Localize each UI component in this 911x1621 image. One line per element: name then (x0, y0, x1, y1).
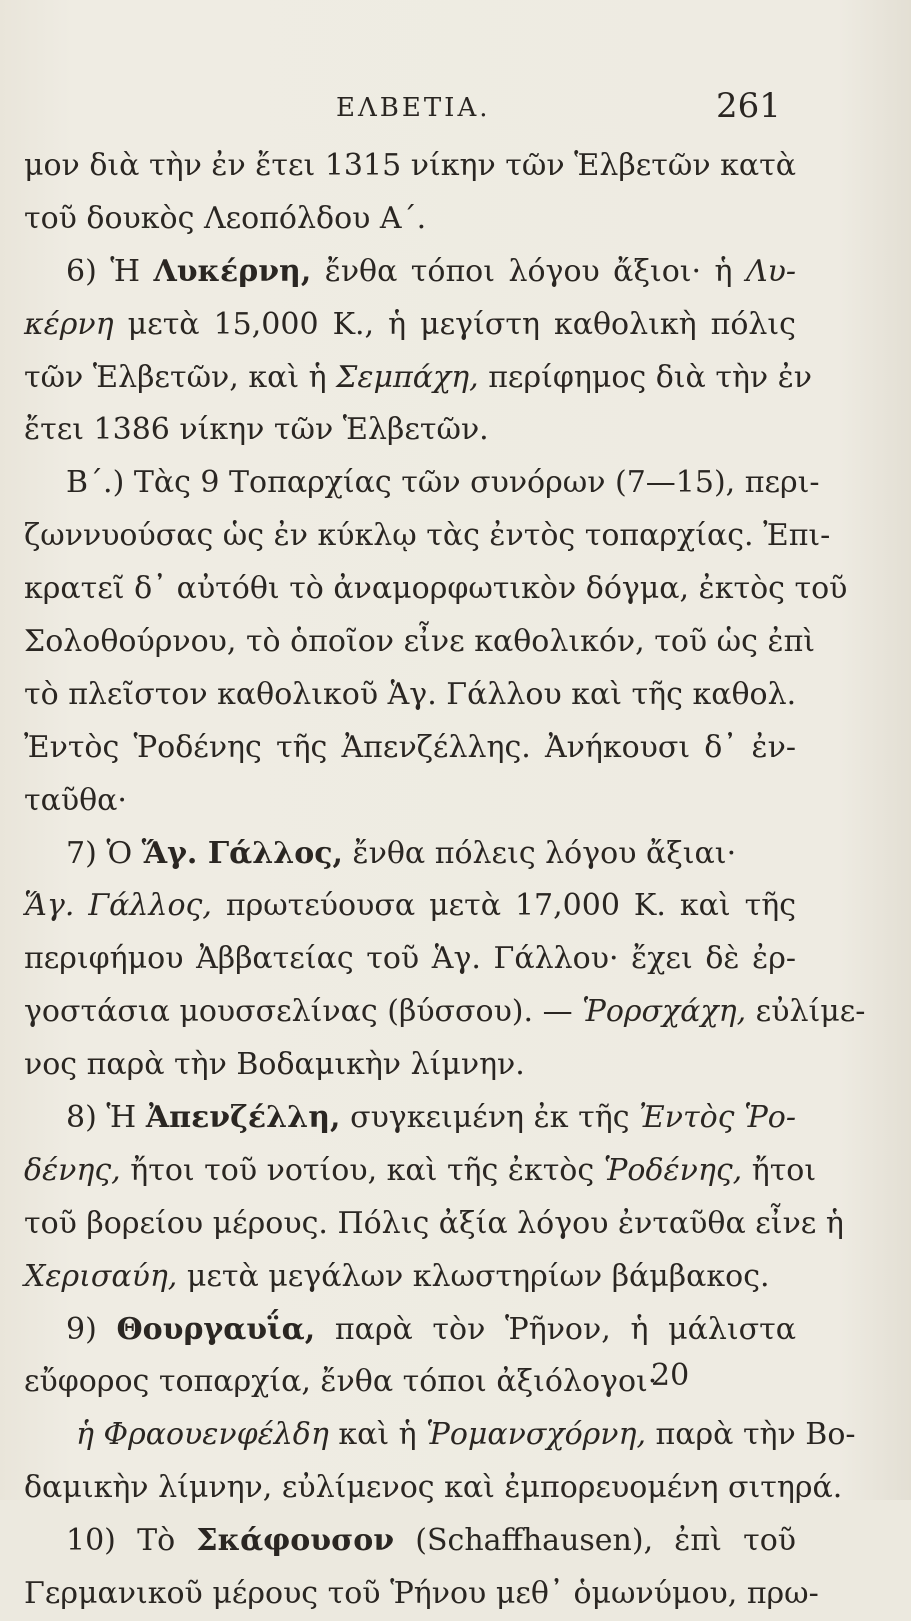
text-line (24, 722, 796, 775)
text-line (24, 352, 813, 405)
running-head: ΕΛΒΕΤΙΑ. (336, 93, 491, 123)
text-line (24, 299, 796, 352)
text-line (24, 775, 796, 828)
place-name: Ἐντὸς Ῥο- (639, 1100, 796, 1136)
line-text: 10) Τὸ (66, 1523, 197, 1559)
text-line (24, 616, 816, 669)
text-line (24, 193, 796, 246)
line-text: μετὰ μεγάλων κλωστηρίων βάμβακος. (177, 1258, 770, 1294)
text-line (24, 1462, 843, 1515)
text-line (24, 1515, 796, 1568)
text-line (24, 933, 796, 986)
text-line (24, 1304, 796, 1357)
line-text: ἔτει 1386 νίκην τῶν Ἑλβετῶν. (24, 412, 489, 448)
text-line (24, 510, 831, 563)
section-heading-schaffhausen: Σκάφουσον (196, 1523, 395, 1559)
text-line (24, 1409, 856, 1462)
line-text: 7) Ὁ (66, 835, 142, 871)
line-text: τοῦ βορείου μέρους. Πόλις ἀξία λόγου ἐνταῦθα εἶνε ἡ (24, 1205, 844, 1241)
text-line (24, 1092, 796, 1145)
line-text: ταῦθα· (24, 782, 127, 818)
line-text: περίφημος διὰ τὴν ἐν (478, 359, 813, 395)
section-heading-appenzell: Ἀπενζέλλη, (145, 1100, 341, 1136)
place-name: Χερισαύη, (24, 1258, 178, 1294)
text-line (24, 1568, 819, 1621)
section-heading-lucerne: Λυκέρνη, (153, 253, 312, 289)
line-text: Γερμανικοῦ μέρους τοῦ Ῥήνου μεθ᾽ ὁμωνύμου, πρω- (24, 1576, 819, 1612)
line-text: τὸ πλεῖστον καθολικοῦ Ἁγ. Γάλλου καὶ τῆς καθολ. (24, 676, 797, 712)
line-text: τοῦ δουκὸς Λεοπόλδου Α΄. (24, 200, 427, 236)
body-text (24, 140, 866, 1621)
text-line (24, 1145, 817, 1198)
text-line (24, 1251, 796, 1304)
line-text: γοστάσια μουσσελίνας (βύσσου). — (24, 994, 583, 1030)
line-text: εὐλίμε- (746, 994, 866, 1030)
line-text: νος παρὰ τὴν Βοδαμικὴν λίμνην. (24, 1047, 525, 1083)
line-text: περιφήμου Ἀββατείας τοῦ Ἁγ. Γάλλου· ἔχει δὲ ἐρ- (24, 941, 796, 977)
line-text: 8) Ἡ (66, 1100, 146, 1136)
text-line (24, 669, 796, 722)
line-text: ἔνθα πόλεις λόγου ἄξιαι· (343, 835, 737, 871)
text-line (24, 1198, 844, 1251)
line-text: ἔνθα τόποι λόγου ἄξιοι· ἡ (311, 253, 746, 289)
text-line (24, 246, 796, 299)
line-text: κρατεῖ δ᾽ αὐτόθι τὸ ἀναμορφωτικὸν δόγμα, ἐκτὸς τοῦ (24, 571, 848, 607)
place-name: Ῥοδένης, (603, 1152, 743, 1188)
page-number: 261 (716, 86, 781, 126)
line-text: (Schaffhausen), ἐπὶ τοῦ (394, 1523, 796, 1559)
text-line (24, 457, 820, 510)
line-text: δαμικὴν λίμνην, εὐλίμενος καὶ ἐμπορευομένη σιτηρά. (24, 1470, 843, 1506)
place-name: Λυ- (745, 253, 796, 289)
place-name: Ἅγ. Γάλλος, (24, 888, 212, 924)
place-name: Ῥορσχάχη, (582, 994, 747, 1030)
place-name: ἡ Φραουενφέλδη (76, 1417, 329, 1453)
text-line (24, 986, 866, 1039)
section-heading-st-gallen: Ἅγ. Γάλλος, (141, 835, 343, 871)
line-text: πρωτεύουσα μετὰ 17,000 Κ. καὶ τῆς (211, 888, 796, 924)
place-name: Σεμπάχη, (336, 359, 479, 395)
line-text: ἤτοι τοῦ νοτίου, καὶ τῆς ἐκτὸς (120, 1152, 604, 1188)
line-text: καὶ ἡ (328, 1417, 427, 1453)
line-text: παρὰ τὸν Ῥῆνον, ἡ μάλιστα (315, 1311, 797, 1347)
line-text: παρὰ τὴν Βο- (646, 1417, 856, 1453)
text-line (24, 1039, 796, 1092)
line-text: 6) Ἡ (66, 253, 154, 289)
line-text: Σολοθούρνου, τὸ ὁποῖον εἶνε καθολικόν, τοῦ ὡς ἐπὶ (24, 624, 816, 660)
line-text: 9) (66, 1311, 117, 1347)
place-name: κέρνη (24, 306, 114, 342)
line-text: συγκειμένη ἐκ τῆς (340, 1100, 640, 1136)
section-heading-thurgau: Θουργαυΐα, (116, 1311, 316, 1347)
line-text: Ἐντὸς Ῥοδένης τῆς Ἀπενζέλλης. Ἀνήκουσι δ᾽ ἐν- (24, 729, 796, 765)
place-name: Ῥομανσχόρνη, (426, 1417, 647, 1453)
text-line (24, 563, 848, 616)
line-text: εὔφορος τοπαρχία, ἔνθα τόποι ἀξιόλογοι· (24, 1364, 658, 1400)
place-name: δένης, (24, 1152, 121, 1188)
line-text: ἤτοι (742, 1152, 817, 1188)
text-line (24, 140, 796, 193)
line-text: τῶν Ἑλβετῶν, καὶ ἡ (24, 359, 337, 395)
line-text: Β΄.) Τὰς 9 Τοπαρχίας τῶν συνόρων (7—15), περι- (66, 465, 820, 501)
text-line (24, 404, 796, 457)
text-line (24, 880, 796, 933)
text-line (24, 828, 796, 881)
line-text: ζωννυούσας ὡς ἐν κύκλῳ τὰς ἐντὸς τοπαρχίας. Ἐπι- (24, 518, 831, 554)
signature-mark: 20 (651, 1358, 690, 1393)
line-text: μετὰ 15,000 Κ., ἡ μεγίστη καθολικὴ πόλις (113, 306, 796, 342)
line-text: μον διὰ τὴν ἐν ἔτει 1315 νίκην τῶν Ἑλβετῶν κατὰ (24, 148, 796, 183)
